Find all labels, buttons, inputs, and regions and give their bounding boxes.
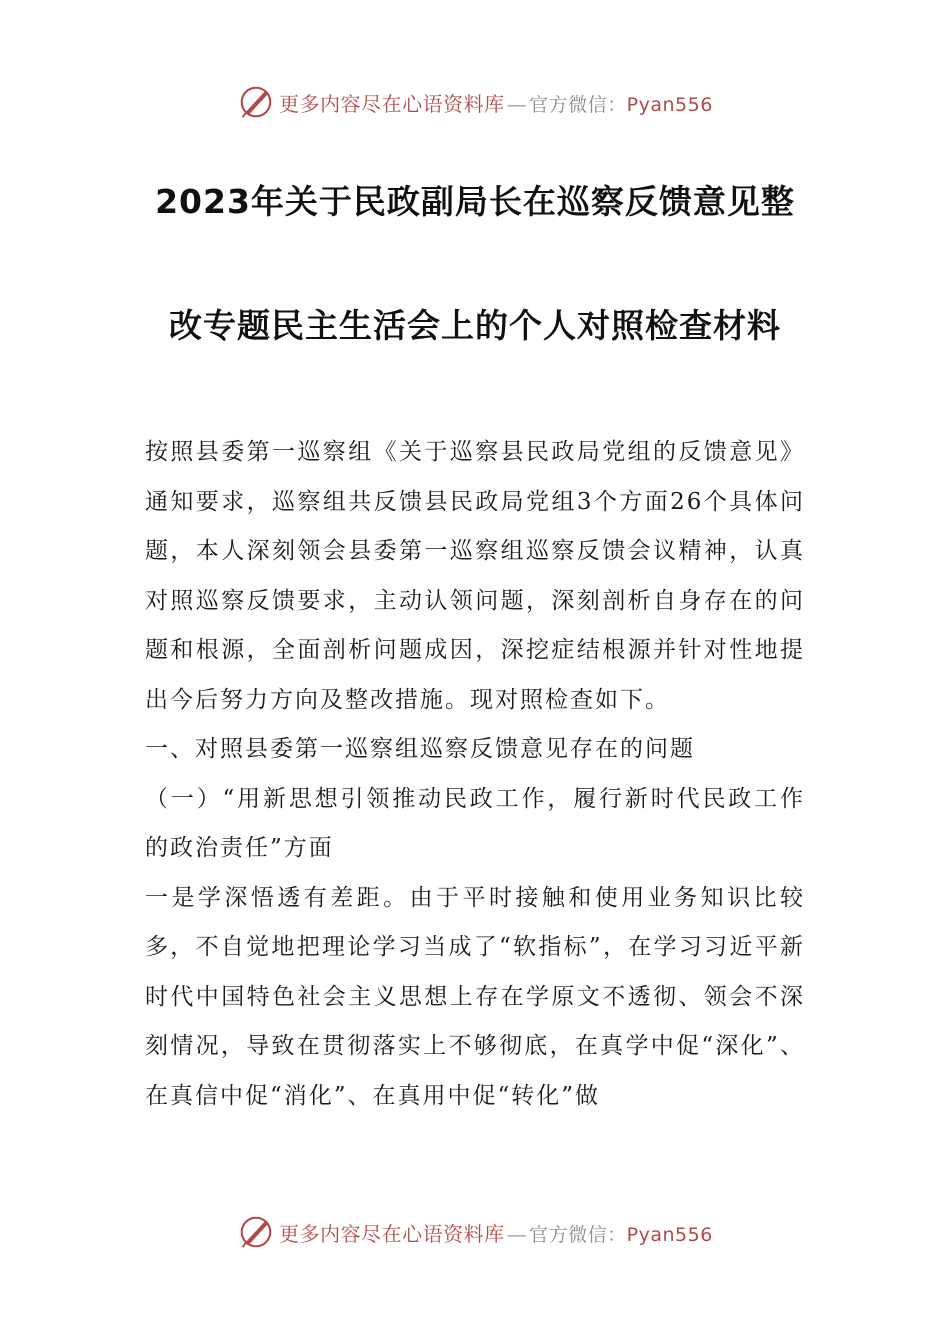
banner-wechat-id: Pyan556	[626, 1223, 713, 1246]
quill-pen-logo-icon	[237, 83, 275, 121]
header-banner	[0, 82, 950, 122]
section-heading-1: 一、对照县委第一巡察组巡察反馈意见存在的问题	[145, 736, 695, 762]
banner-wechat-id: Pyan556	[626, 93, 713, 116]
banner-site-name: 更多内容尽在心语资料库	[279, 1221, 505, 1246]
banner-dash: —	[506, 91, 528, 116]
banner-wechat-label: 官方微信：	[529, 93, 627, 116]
banner-wechat-label: 官方微信：	[529, 1223, 627, 1246]
doc-title-line-1: 2023年关于民政副局长在巡察反馈意见整	[155, 182, 795, 221]
quill-pen-logo-icon	[237, 1213, 275, 1251]
banner-dash: —	[506, 1221, 528, 1246]
paragraph-intro: 按照县委第一巡察组《关于巡察县民政局党组的反馈意见》通知要求，巡察组共反馈县民政局党组3个方面26个具体问题，本人深刻领会县委第一巡察组巡察反馈会议精神，认真对照巡察反馈要求，主动认领问题，深刻剖析自身存在的问题和根源，全面剖析问题成因，深挖症结根源并针对性地提出今后努力方向及整改措施。现对照检查如下。	[145, 439, 805, 713]
footer-banner	[0, 1212, 950, 1252]
doc-title-line-2: 改专题民主生活会上的个人对照检查材料	[169, 306, 781, 345]
banner-text	[279, 88, 713, 117]
banner-text	[279, 1218, 713, 1247]
paragraph-point-1: 一是学深悟透有差距。由于平时接触和使用业务知识比较多，不自觉地把理论学习当成了“软指标”，在学习习近平新时代中国特色社会主义思想上存在学原文不透彻、领会不深刻情况，导致在贯彻落实上不够彻底，在真学中促“深化”、在真信中促“消化”、在真用中促“转化”做	[145, 884, 805, 1109]
banner-site-name: 更多内容尽在心语资料库	[279, 91, 505, 116]
document-body	[145, 428, 805, 1121]
subsection-heading-1: （一）“用新思想引领推动民政工作，履行新时代民政工作的政治责任”方面	[145, 785, 805, 861]
